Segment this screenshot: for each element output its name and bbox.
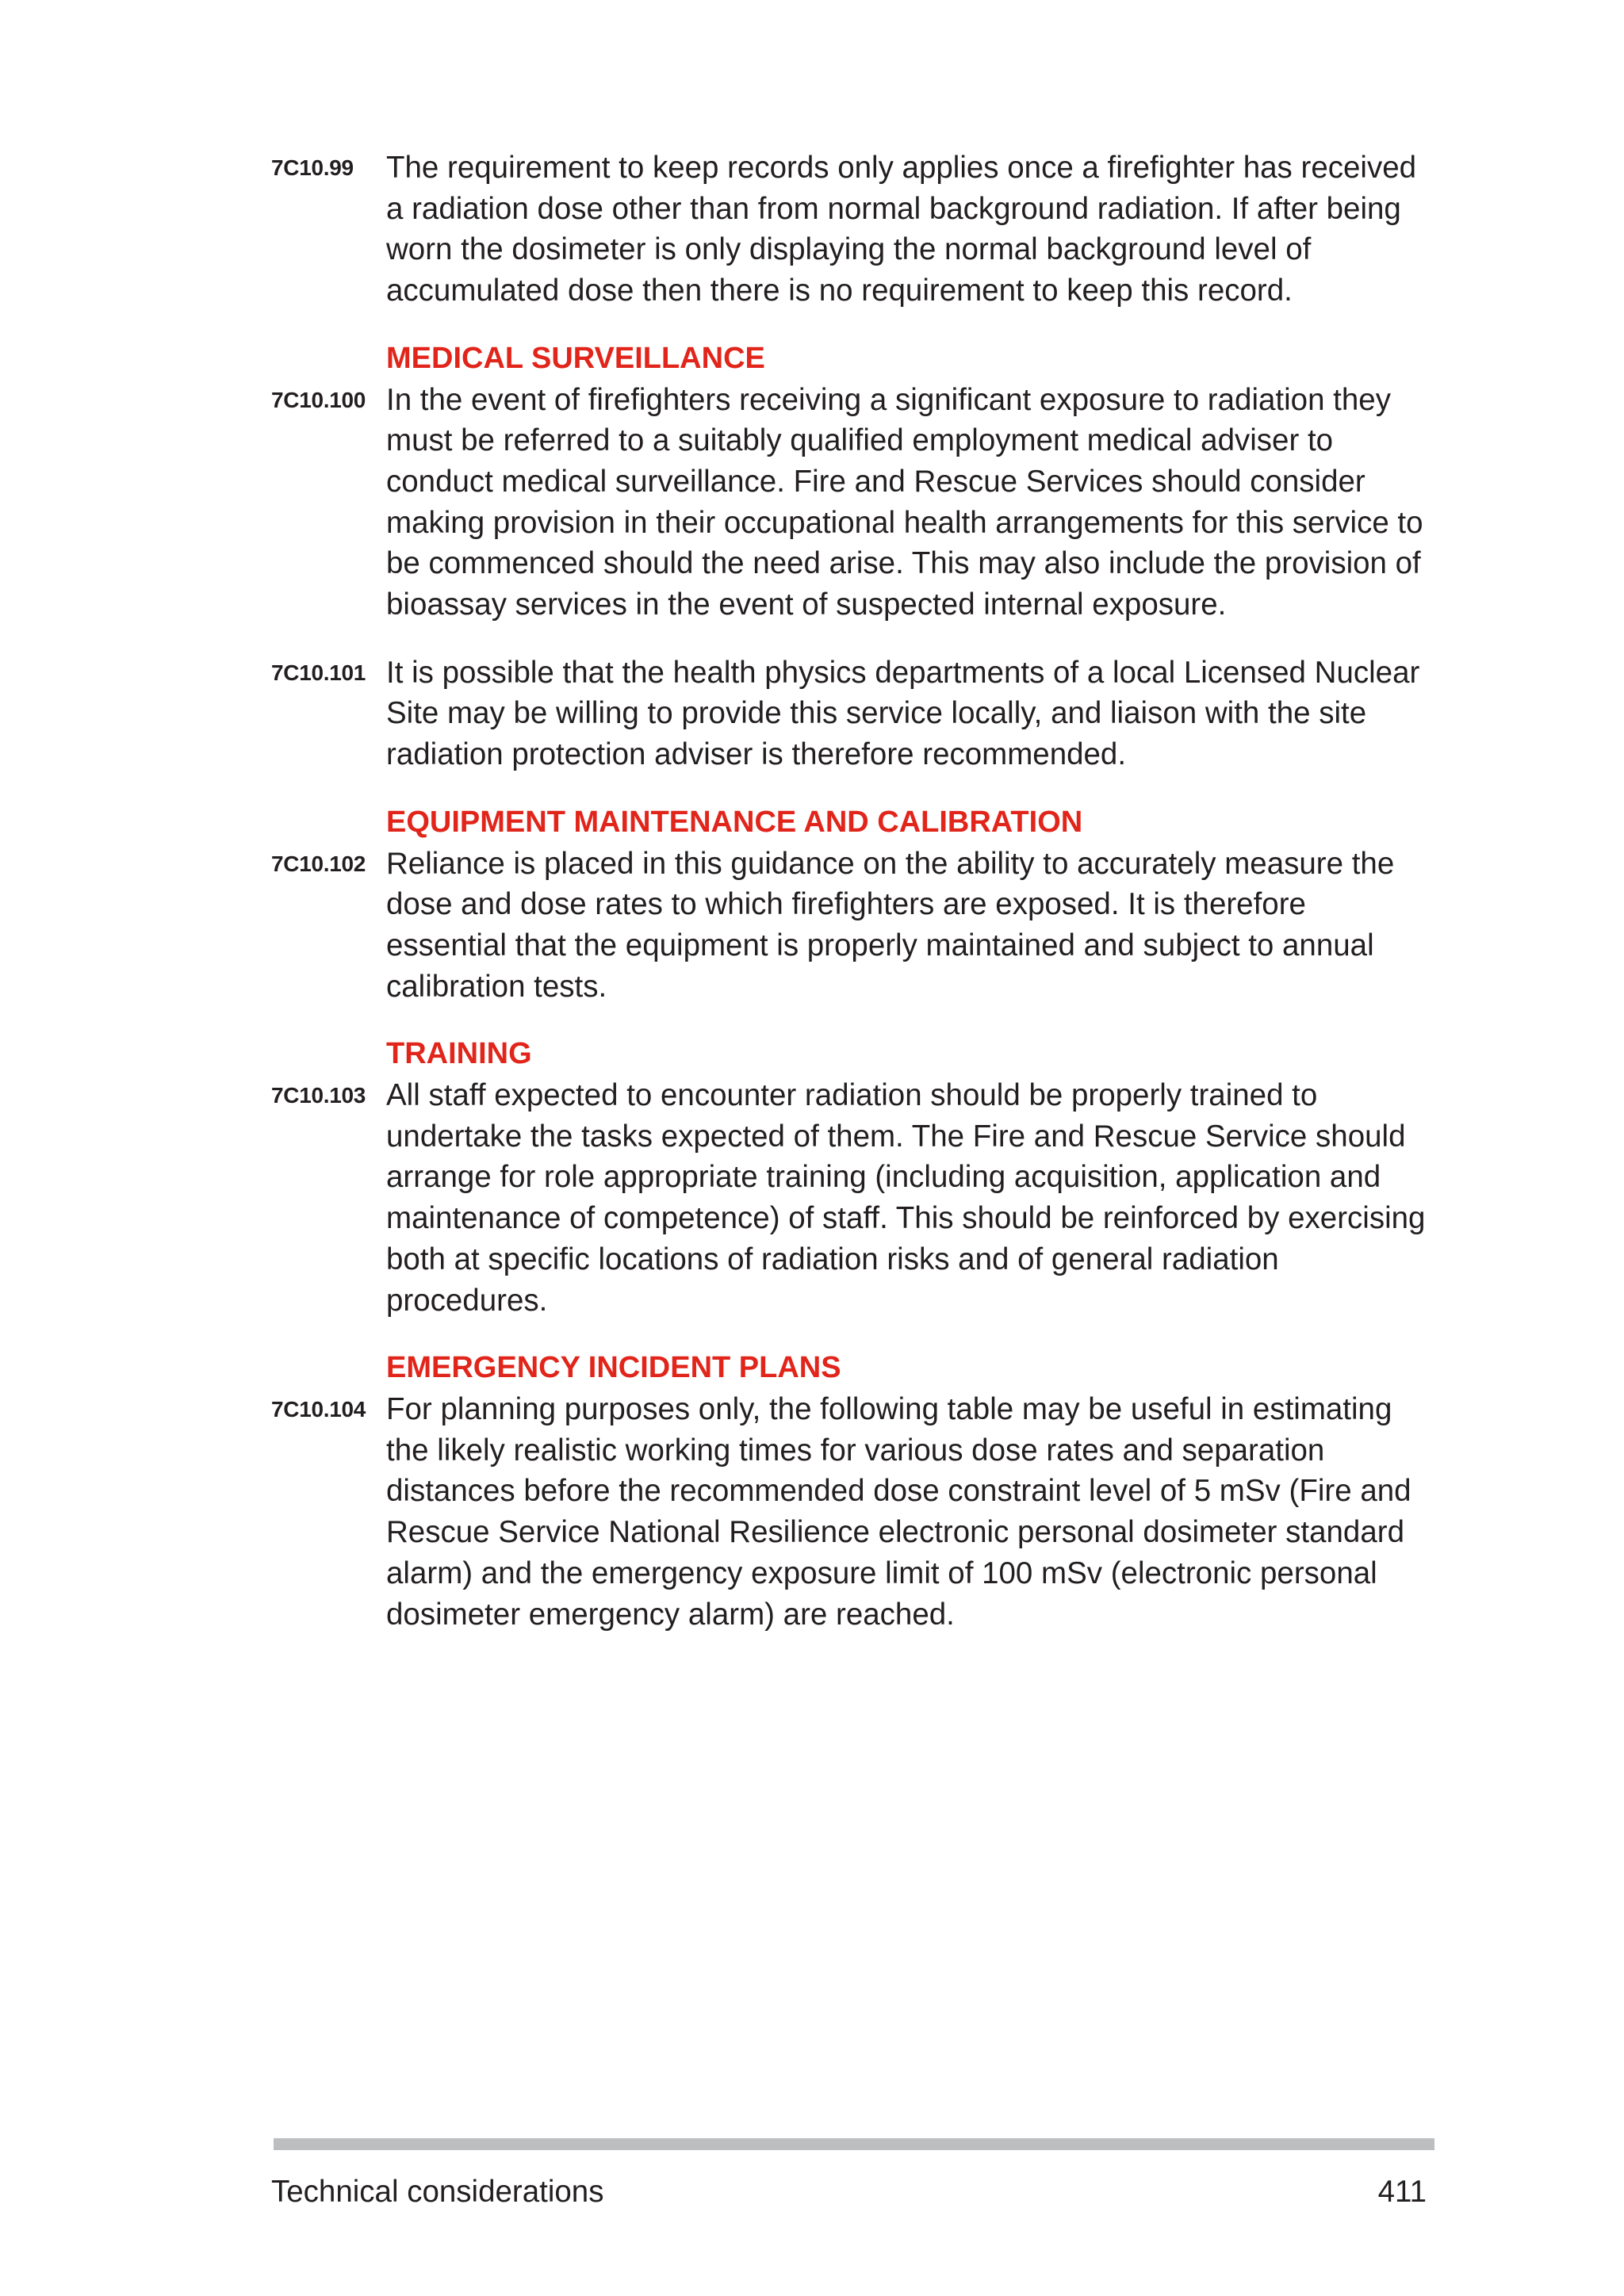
paragraph-number: 7C10.101 xyxy=(271,660,366,685)
paragraph-text: Reliance is placed in this guidance on the ability to accurately measure the dose and dose rates to which firefighters are exposed. It is therefore essential that the equipment is properly maintained and subject to annual calibration tests. xyxy=(386,846,1395,1004)
paragraph-text: In the event of firefighters receiving a significant exposure to radiation they must be referred to a suitably qualified employment medical adviser to conduct medical surveillance. Fire and Rescue Services should consider making provision in their occupational health arrangements for this service to be commenced should the need arise. This may also include the provision of bioassay services in the event of suspected internal exposure. xyxy=(386,382,1423,622)
paragraph-7c10-100 xyxy=(271,380,1429,626)
paragraph-number: 7C10.103 xyxy=(271,1083,366,1108)
paragraph-number: 7C10.102 xyxy=(271,851,366,876)
paragraph-number: 7C10.99 xyxy=(271,155,354,180)
paragraph-number: 7C10.104 xyxy=(271,1396,366,1422)
paragraph-7c10-99 xyxy=(271,147,1429,312)
section-heading-training: TRAINING xyxy=(386,1037,532,1071)
paragraph-text: For planning purposes only, the following table may be useful in estimating the likely realistic working times for various dose rates and separation distances before the recommended dose constraint level of 5 mSv (Fire and Rescue Service National Resilience electronic personal dosimeter standard alarm) and the emergency exposure limit of 100 mSv (electronic personal dosimeter emergency alarm) are reached. xyxy=(386,1391,1411,1632)
paragraph-7c10-101 xyxy=(271,652,1429,775)
page-content xyxy=(271,147,1429,1662)
paragraph-7c10-103 xyxy=(271,1075,1429,1321)
paragraph-text: It is possible that the health physics departments of a local Licensed Nuclear Site may be willing to provide this service locally, and liaison with the site radiation protection adviser is therefore recommended. xyxy=(386,655,1420,772)
footer-page-number: 411 xyxy=(1377,2175,1427,2209)
paragraph-number: 7C10.100 xyxy=(271,387,366,412)
footer-section-title: Technical considerations xyxy=(271,2175,604,2209)
section-heading-emergency-incident-plans: EMERGENCY INCIDENT PLANS xyxy=(386,1351,841,1385)
section-heading-equipment-maintenance: EQUIPMENT MAINTENANCE AND CALIBRATION xyxy=(386,805,1083,839)
paragraph-7c10-102 xyxy=(271,844,1429,1008)
paragraph-7c10-104 xyxy=(271,1389,1429,1635)
paragraph-text: The requirement to keep records only applies once a firefighter has received a radiation dose other than from normal background radiation. If after being worn the dosimeter is only displaying the normal background level of accumulated dose then there is no requirement to keep this record. xyxy=(386,151,1417,308)
paragraph-text: All staff expected to encounter radiation should be properly trained to undertake the tasks expected of them. The Fire and Rescue Service should arrange for role appropriate training (including acquisition, application and maintenance of competence) of staff. This should be reinforced by exercising both at specific locations of radiation risks and of general radiation procedures. xyxy=(386,1078,1426,1318)
section-heading-medical-surveillance: MEDICAL SURVEILLANCE xyxy=(386,341,765,375)
footer-divider xyxy=(274,2138,1434,2150)
